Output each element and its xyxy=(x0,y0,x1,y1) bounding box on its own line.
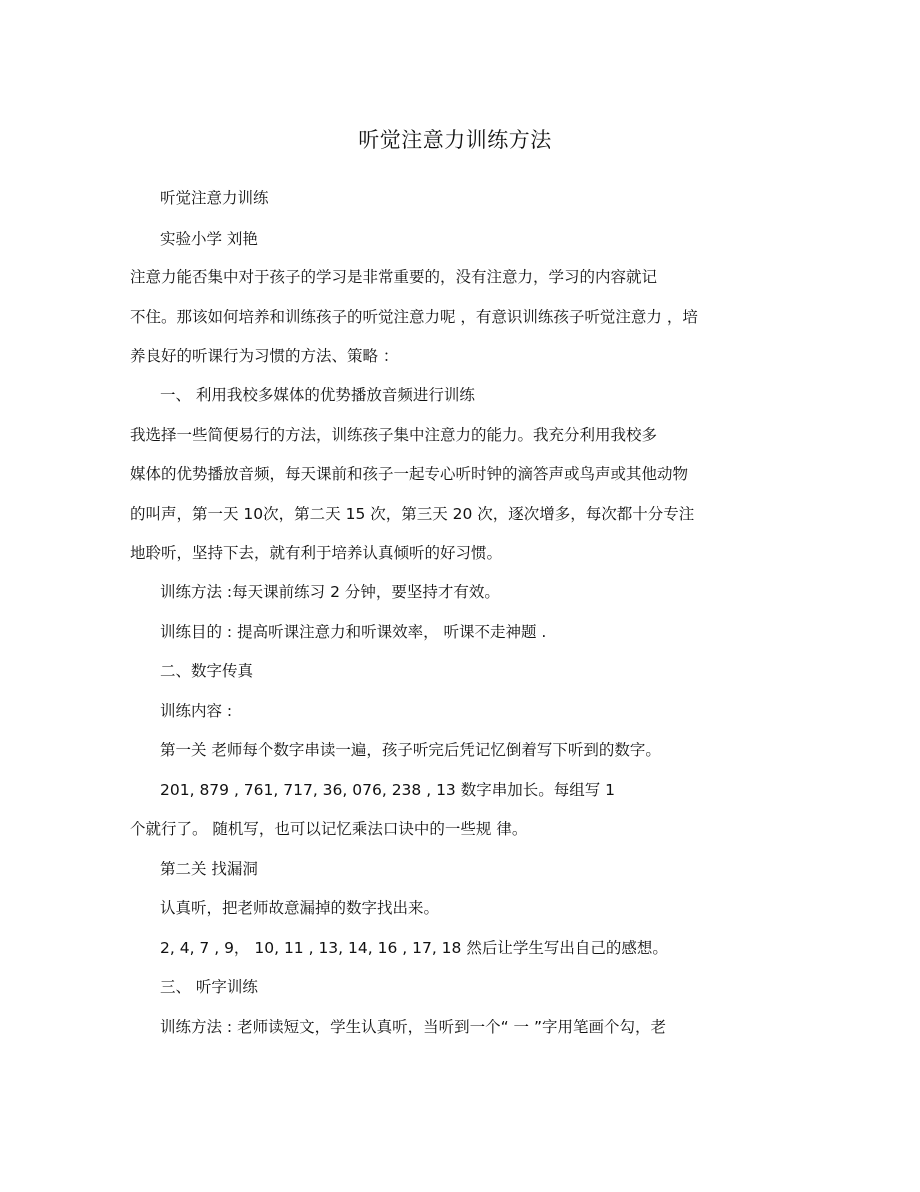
paragraph-line: 注意力能否集中对于孩子的学习是非常重要的，没有注意力，学习的内容就记 xyxy=(130,268,658,286)
paragraph-line: 不住。那该如何培养和训练孩子的听觉注意力呢 ，有意识训练孩子听觉注意力 ，培 xyxy=(130,308,698,326)
content-label: 训练内容 : xyxy=(160,702,233,720)
level-two-heading: 第二关 找漏洞 xyxy=(160,860,258,878)
method-line: 训练方法 : 老师读短文，学生认真听，当听到一个“ 一 ”字用笔画个勾，老 xyxy=(160,1018,666,1036)
paragraph-line: 地聆听，坚持下去，就有利于培养认真倾听的好习惯。 xyxy=(130,544,503,562)
section-heading: 二、数字传真 xyxy=(160,662,254,680)
subtitle: 听觉注意力训练 xyxy=(160,189,269,207)
paragraph-line: 认真听，把老师故意漏掉的数字找出来。 xyxy=(160,899,440,917)
paragraph-line: 养良好的听课行为习惯的方法、策略 ： xyxy=(130,347,399,365)
author-line: 实验小学 刘艳 xyxy=(160,230,258,248)
paragraph-line: 媒体的优势播放音频，每天课前和孩子一起专心听时钟的滴答声或鸟声或其他动物 xyxy=(130,465,689,483)
paragraph-line: 的叫声，第一天 10次，第二天 15 次，第三天 20 次，逐次增多，每次都十分专注 xyxy=(130,505,695,523)
paragraph-line: 我选择一些简便易行的方法，训练孩子集中注意力的能力。我充分利用我校多 xyxy=(130,426,658,444)
document-title: 听觉注意力训练方法 xyxy=(358,128,552,152)
goal-line: 训练目的 : 提高听课注意力和听课效率， 听课不走神题 . xyxy=(160,623,547,641)
section-heading: 三、 听字训练 xyxy=(160,978,258,996)
number-sequence: 201, 879 , 761, 717, 36, 076, 238 , 13 数字串加长。每组写 1 xyxy=(160,781,616,799)
paragraph-line: 个就行了。 随机写，也可以记忆乘法口诀中的一些规 律。 xyxy=(130,820,528,838)
method-line: 训练方法 :每天课前练习 2 分钟，要坚持才有效。 xyxy=(160,583,500,601)
number-sequence: 2, 4, 7 , 9， 10, 11 , 13, 14, 16 , 17, 18 然后让学生写出自己的感想。 xyxy=(160,939,668,957)
section-heading: 一、 利用我校多媒体的优势播放音频进行训练 xyxy=(160,386,475,404)
level-one-line: 第一关 老师每个数字串读一遍，孩子听完后凭记忆倒着写下听到的数字。 xyxy=(160,741,661,759)
